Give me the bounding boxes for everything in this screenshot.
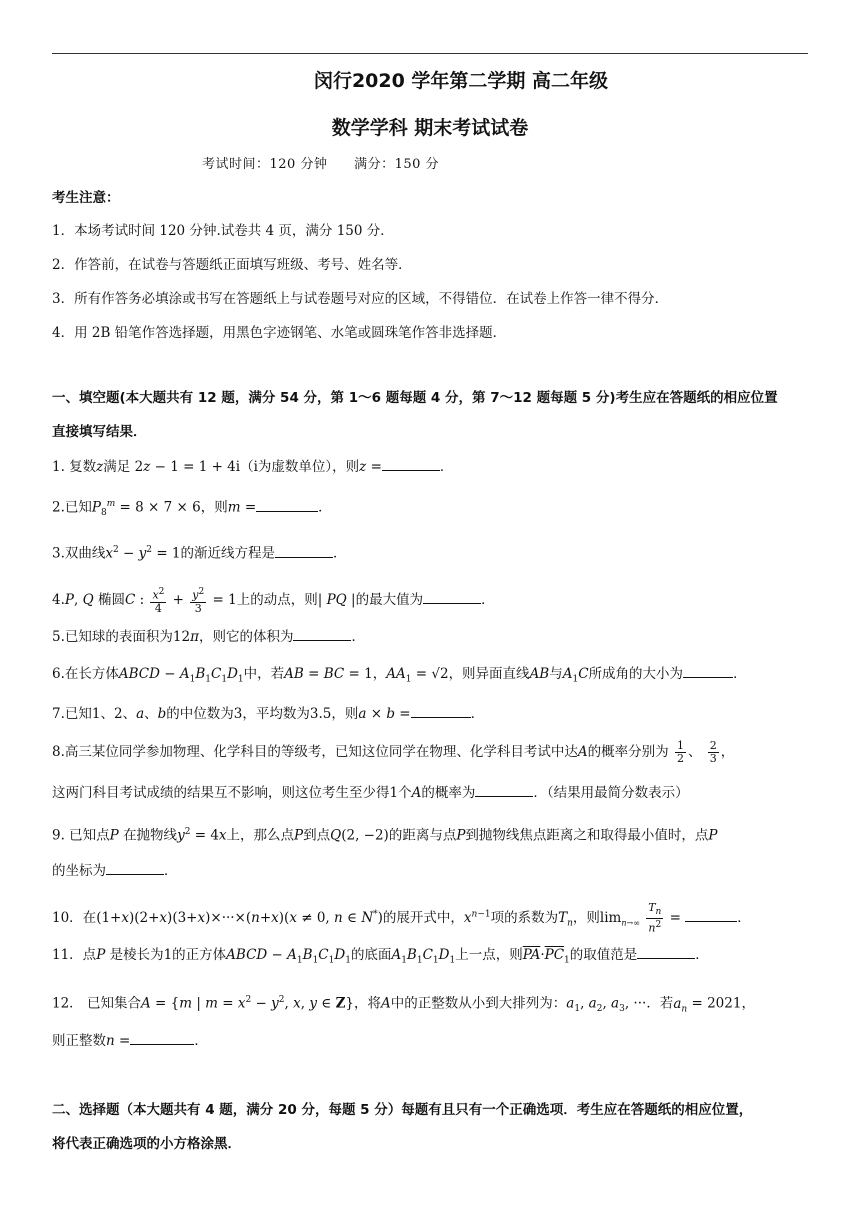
question-12-line1: 12． 已知集合A = {m | $m = x^2 - y^2$, x, y ∈ Z}，将A中的正整数从小到大排列为：$a_1$, $a_2$, $a_3$, ···．若$a_n = 2021$， xyxy=(52,995,755,1015)
full-score: 满分：150 分 xyxy=(354,157,440,172)
answer-blank-6 xyxy=(683,663,733,678)
question-11: 11．点P 是棱长为1的正方体ABCD − $A_1B_1C_1D_1$的底面$A_1B_1C_1D_1$上一点，则$\overline{PA}\cdot\overline{PC}_1$的取值范是 ． xyxy=(52,944,812,971)
fraction-x2-over-4: $\frac{x^2}{4}$ xyxy=(152,587,165,615)
question-12-line2: 则正整数n = ． xyxy=(52,1030,812,1051)
section2-heading-line1: 二、选择题（本大题共有 4 题，满分 20 分，每题 5 分）每题有且只有一个正确选项．考生应在答题纸的相应位置， xyxy=(52,1102,753,1118)
question-9-line2: 的坐标为 ． xyxy=(52,860,812,881)
question-8-line1: 8.高三某位同学参加物理、化学科目的等级考，已知这位同学在物理、化学科目考试中达A的概率分别为 $\frac{1}{2}$ 、 $\frac{2}{3}$ ， xyxy=(52,739,735,765)
answer-blank-4 xyxy=(423,589,481,604)
answer-blank-12 xyxy=(130,1030,194,1045)
answer-blank-2 xyxy=(256,497,318,512)
notice-item-4: 4．用 2B 铅笔作答选择题，用黑色字迹钢笔、水笔或圆珠笔作答非选择题． xyxy=(52,325,507,341)
exam-info xyxy=(202,153,461,172)
answer-blank-10 xyxy=(685,907,737,922)
question-4: 4.P, Q 椭圆C : $\frac{x^2}{4}$ + $\frac{y^2}{3}$ = 1上的动点，则| PQ |的最大值为 ． xyxy=(52,587,495,615)
question-9-line1: 9. 已知点P 在抛物线$y^2 = 4x$上，那么点P到点Q(2, −2)的距离与点P到抛物线焦点距离之和取得最小值时，点P xyxy=(52,827,718,844)
notice-heading: 考生注意： xyxy=(52,190,120,206)
fraction-one-half: $\frac{1}{2}$ xyxy=(676,739,684,765)
exam-time: 考试时间：120 分钟 xyxy=(202,157,328,172)
question-3: 3.双曲线$x^2 - y^2 = 1$的渐近线方程是 ． xyxy=(52,540,812,564)
question-8-line2: 这两门科目考试成绩的结果互不影响，则这位考生至少得1个A的概率为 ．（结果用最简分数表示） xyxy=(52,782,812,803)
fraction-tn-over-n2: $\frac{T_n}{n^2}$ xyxy=(648,901,662,935)
section1-heading-line2: 直接填写结果． xyxy=(52,424,147,440)
answer-blank-11 xyxy=(637,944,695,959)
section2-heading-line2: 将代表正确选项的小方格涂黑． xyxy=(52,1136,241,1152)
answer-blank-1 xyxy=(382,456,440,471)
question-1: 1. 复数z满足 2z − 1 = 1 + 4i（i为虚数单位），则z = ． xyxy=(52,456,812,477)
fraction-two-thirds: $\frac{2}{3}$ xyxy=(709,739,717,765)
answer-blank-7 xyxy=(411,703,471,718)
top-rule xyxy=(52,53,808,54)
exam-title-line1: 闵行2020 学年第二学期 高二年级 xyxy=(313,70,609,92)
answer-blank-9 xyxy=(106,860,164,875)
notice-item-1: 1．本场考试时间 120 分钟.试卷共 4 页，满分 150 分． xyxy=(52,223,394,239)
question-7: 7.已知1、2、a、b的中位数为3，平均数为3.5，则a × b = ． xyxy=(52,703,812,724)
question-6: 6.在长方体ABCD − $A_1B_1C_1D_1$中，若AB = BC = 1，$AA_1 = √2$，则异面直线AB与$A_1C$所成角的大小为 ． xyxy=(52,663,812,690)
notice-item-2: 2．作答前，在试卷与答题纸正面填写班级、考号、姓名等． xyxy=(52,257,412,273)
section1-heading-line1: 一、填空题(本大题共有 12 题，满分 54 分，第 1～6 题每题 4 分，第 7～12 题每题 5 分)考生应在答题纸的相应位置 xyxy=(52,390,778,406)
question-5: 5.已知球的表面积为12π，则它的体积为 ． xyxy=(52,626,812,647)
question-10: 10．在(1+x)(2+x)(3+x)×···×(n+x)(x ≠ 0, n ∈ N*)的展开式中，$x^{n-1}$项的系数为$T_n$，则$\lim_{n\to\infty}$ $\frac{T_n}{n^2}$ = ． xyxy=(52,901,751,935)
exam-title-line2: 数学学科 期末考试试卷 xyxy=(331,117,529,139)
question-2: 2.已知$P_8^m = 8 \times 7 \times 6$，则m = ． xyxy=(52,494,812,523)
notice-item-3: 3．所有作答务必填涂或书写在答题纸上与试卷题号对应的区域，不得错位．在试卷上作答一律不得分． xyxy=(52,291,669,307)
answer-blank-8 xyxy=(475,782,533,797)
answer-blank-3 xyxy=(275,543,333,558)
answer-blank-5 xyxy=(293,626,351,641)
fraction-y2-over-3: $\frac{y^2}{3}$ xyxy=(192,587,205,615)
